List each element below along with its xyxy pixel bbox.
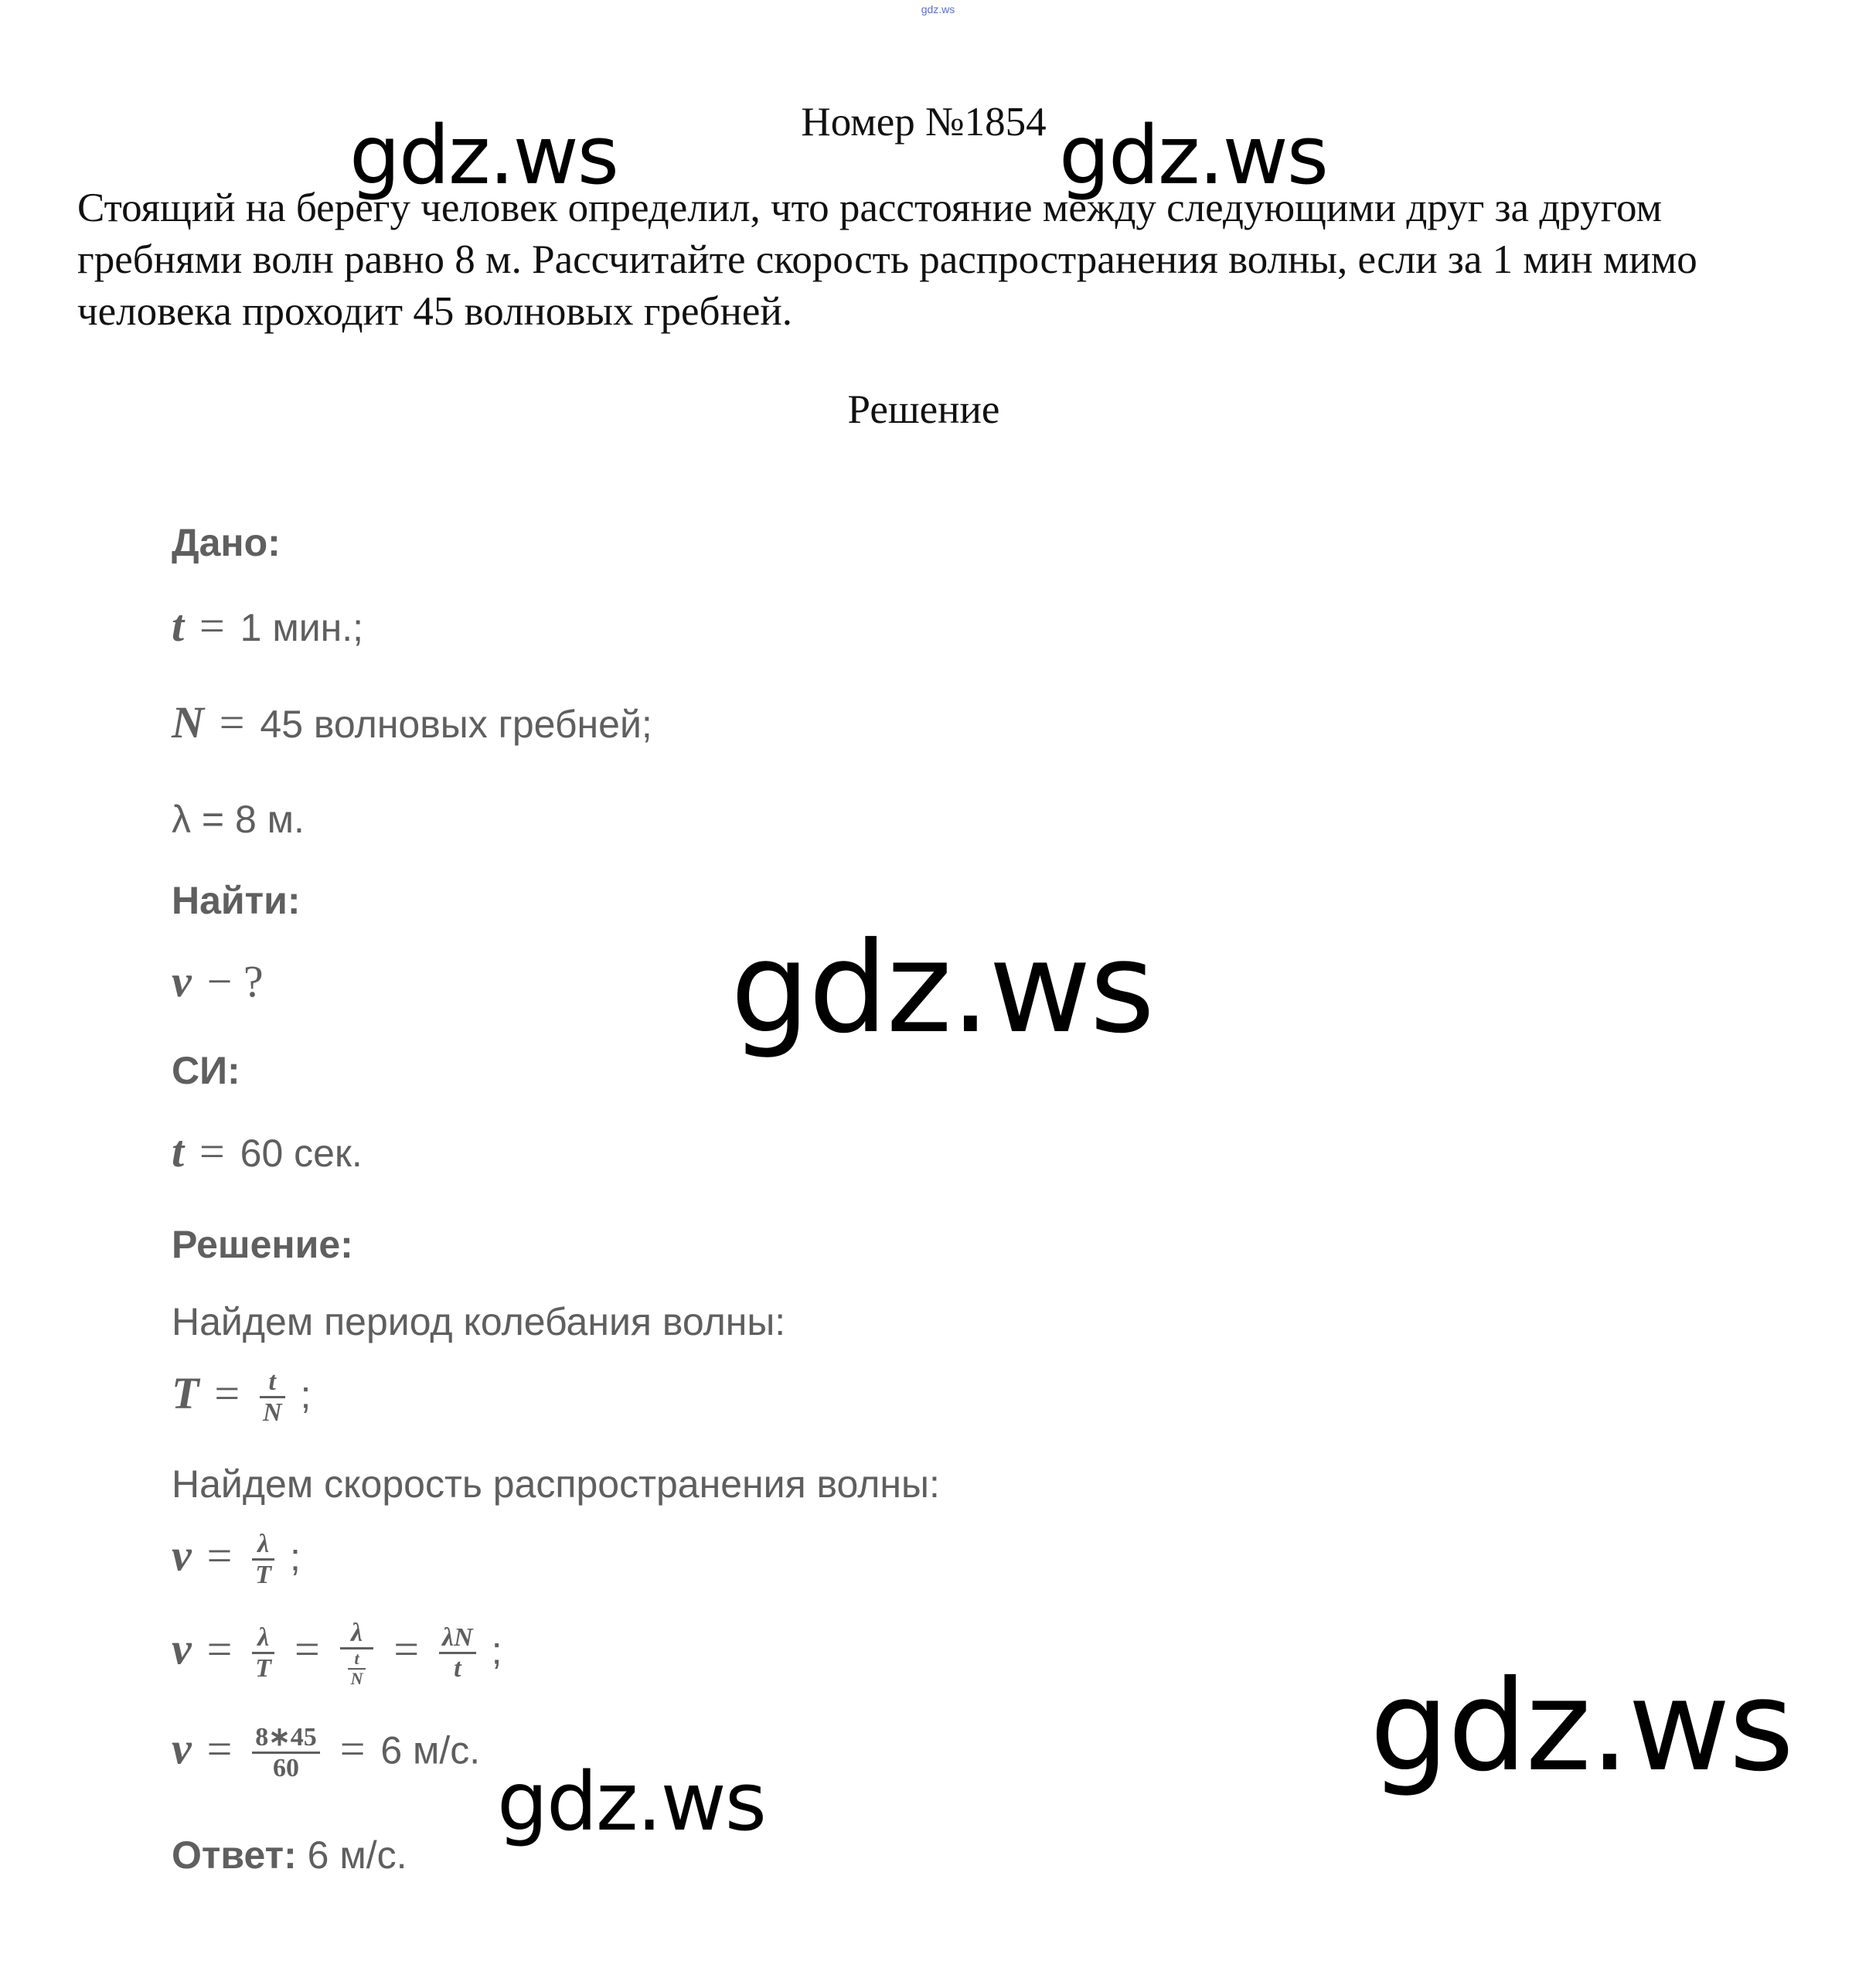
speed-variable: v <box>172 1530 192 1581</box>
speed-formula-3 <box>172 1724 480 1783</box>
fraction-denominator: T <box>255 1561 272 1589</box>
equals-sign: = <box>219 697 245 747</box>
speed-text: Найдем скорость распространения волны: <box>172 1462 940 1506</box>
time-value: 1 мин.; <box>240 606 364 649</box>
watermark-logo: gdz.ws <box>1059 108 1327 203</box>
fraction-lambda-over-t-over-n <box>340 1619 374 1688</box>
speed-formula-1 <box>172 1530 301 1590</box>
period-fraction <box>260 1368 285 1428</box>
equals-sign: = <box>206 1723 233 1774</box>
speed-formula-2 <box>172 1619 502 1688</box>
fraction-lambda-n-over-t <box>439 1624 476 1684</box>
period-variable: T <box>172 1367 199 1418</box>
given-label: Дано: <box>172 521 281 564</box>
speed-variable: v <box>172 1723 192 1774</box>
speed-variable: v <box>172 956 192 1006</box>
speed-result: 6 м/с. <box>380 1728 481 1772</box>
fraction-denominator: N <box>262 1398 282 1427</box>
answer-value: 6 м/с. <box>307 1833 407 1877</box>
speed-fraction <box>252 1530 274 1590</box>
period-text: Найдем период колебания волны: <box>172 1300 786 1343</box>
watermark-logo: gdz.ws <box>1370 1654 1793 1799</box>
fraction-denominator: T <box>255 1654 272 1683</box>
watermark-logo: gdz.ws <box>497 1755 765 1849</box>
si-time <box>172 1126 363 1176</box>
fraction-numerator: λ <box>340 1619 374 1649</box>
equals-sign: = <box>214 1367 240 1418</box>
fraction-lambda-over-t <box>252 1624 274 1684</box>
inner-numerator: t <box>348 1649 366 1670</box>
answer-line <box>172 1832 407 1878</box>
fraction-numerator: λN <box>439 1624 476 1654</box>
find-label: Найти: <box>172 879 301 922</box>
si-label: СИ: <box>172 1049 240 1092</box>
formula-tail: ; <box>289 1535 301 1579</box>
equals-sign: = <box>393 1623 420 1674</box>
crests-value: 45 волновых гребней; <box>260 703 652 746</box>
time-variable: t <box>172 1126 185 1176</box>
equals-sign: = <box>339 1723 366 1774</box>
equals-sign: = <box>206 1623 233 1674</box>
fraction-denominator: 60 <box>273 1754 300 1782</box>
solution-heading: Решение <box>847 387 1000 432</box>
unknown-mark: − ? <box>206 956 264 1006</box>
equals-sign: = <box>294 1623 320 1674</box>
fraction-numerator: λ <box>252 1624 274 1654</box>
fraction-numerator: t <box>260 1368 285 1398</box>
solution-label: Решение: <box>172 1223 353 1266</box>
page-title: Номер №1854 <box>801 100 1047 145</box>
equals-sign: = <box>206 1530 233 1581</box>
watermark-logo: gdz.ws <box>730 916 1154 1061</box>
crests-variable: N <box>172 697 204 747</box>
time-variable: t <box>172 601 185 651</box>
equals-sign: = <box>199 601 225 651</box>
top-watermark-text: gdz.ws <box>921 3 955 15</box>
inner-denominator: N <box>350 1669 363 1688</box>
given-crests <box>172 697 652 747</box>
given-time <box>172 603 363 651</box>
inner-fraction <box>348 1649 366 1688</box>
watermark-logo: gdz.ws <box>349 108 618 203</box>
fraction-denominator <box>340 1649 374 1688</box>
fraction-numerator: 8∗45 <box>252 1724 320 1754</box>
si-time-value: 60 сек. <box>240 1132 363 1175</box>
task-text: Стоящий на берегу человек определил, что расстояние между следующими друг за другом гребнями волн равно 8 м. Рассчитайте скорость распространения волны, если за 1 мин мимо человека проходит 45 волновых гребней. <box>77 186 1697 334</box>
period-formula <box>172 1368 311 1428</box>
formula-tail: ; <box>491 1629 502 1673</box>
speed-variable: v <box>172 1623 192 1674</box>
fraction-denominator: t <box>454 1654 461 1683</box>
numeric-fraction <box>252 1724 320 1783</box>
given-wavelength: λ = 8 м. <box>172 798 305 841</box>
answer-label: Ответ: <box>172 1833 297 1877</box>
find-speed <box>172 958 268 1006</box>
fraction-numerator: λ <box>252 1530 274 1561</box>
equals-sign: = <box>199 1126 225 1176</box>
formula-tail: ; <box>300 1373 312 1417</box>
